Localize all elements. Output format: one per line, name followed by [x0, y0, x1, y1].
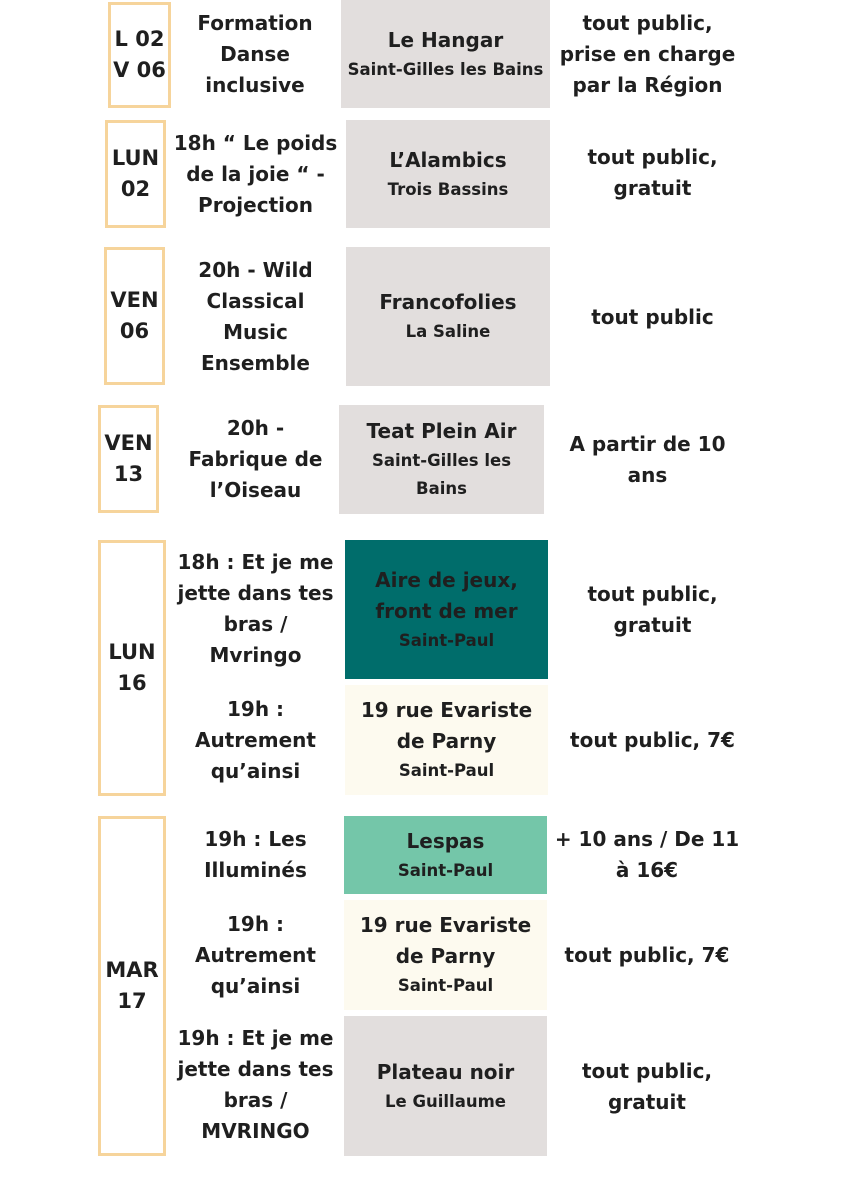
venue-name: Aire de jeux, front de mer	[375, 567, 518, 623]
audience-line: à 16€	[615, 858, 679, 882]
date-box	[105, 120, 166, 228]
event-title	[178, 822, 333, 888]
audience-line: A partir de 10	[569, 432, 726, 456]
audience-line: tout public,	[581, 1059, 713, 1083]
audience-info	[565, 300, 740, 334]
event-title-line: bras /	[223, 1088, 288, 1112]
venue-city: Saint-Paul	[397, 976, 494, 995]
date-line: LUN	[108, 640, 156, 664]
venue-city: Saint-Paul	[397, 860, 494, 880]
venue-city: La Saline	[405, 322, 491, 341]
venue-name: Plateau noir	[376, 1059, 515, 1084]
audience-line: tout public,	[587, 582, 718, 606]
venue-cell	[346, 120, 550, 228]
event-title-line: Formation	[197, 10, 313, 35]
date-line: 16	[117, 671, 147, 695]
audience-info	[565, 577, 740, 643]
event-title-line: Autrement	[195, 727, 316, 752]
event-title	[178, 546, 333, 672]
event-title	[178, 907, 333, 1003]
date-line: 17	[117, 989, 147, 1013]
venue-cell	[344, 816, 547, 894]
event-title-line: 18h “ Le poids	[173, 130, 338, 155]
event-title-line: 19h : Et je me	[177, 1026, 334, 1050]
event-title	[178, 254, 333, 380]
date-line: 13	[113, 462, 144, 486]
event-title-line: Danse	[220, 41, 290, 66]
date-line: 02	[120, 177, 151, 201]
event-title-line: Fabrique de	[188, 446, 323, 471]
date-line: LUN	[111, 146, 160, 170]
date-line: VEN	[110, 288, 159, 312]
venue-city: Saint-Gilles les Bains	[371, 451, 512, 498]
event-title-line: qu’ainsi	[210, 973, 301, 998]
venue-city: Saint-Paul	[398, 761, 495, 780]
event-title-line: l’Oiseau	[209, 477, 302, 502]
audience-info	[565, 140, 740, 206]
venue-city: Trois Bassins	[387, 179, 509, 199]
event-title	[178, 1022, 333, 1148]
event-title-line: 19h :	[226, 696, 285, 721]
audience-info	[557, 938, 737, 972]
audience-line: tout public, 7€	[570, 727, 735, 752]
event-title-line: 19h :	[226, 911, 285, 936]
date-box	[104, 247, 165, 385]
event-title-line: de la joie “ -	[186, 161, 325, 186]
audience-info	[554, 822, 740, 888]
date-line: VEN	[104, 431, 153, 455]
event-title-line: Classical	[206, 289, 305, 313]
venue-cell	[344, 900, 547, 1010]
venue-cell	[339, 405, 544, 514]
event-title-line: 18h : Et je me	[177, 550, 334, 574]
event-title-line: inclusive	[205, 72, 305, 97]
audience-line: tout public,	[587, 145, 718, 169]
venue-cell	[341, 0, 550, 108]
audience-line: par la Région	[572, 72, 723, 97]
audience-info	[560, 427, 735, 493]
audience-line: ans	[627, 463, 668, 487]
event-title-line: jette dans tes	[177, 581, 334, 605]
audience-info	[560, 6, 735, 102]
date-box	[98, 405, 159, 513]
date-box	[98, 540, 166, 796]
audience-info	[557, 1054, 737, 1120]
venue-city: Saint-Paul	[398, 630, 495, 650]
audience-line: + 10 ans / De 11	[554, 827, 740, 851]
event-title-line: bras /	[223, 612, 288, 636]
event-title-line: jette dans tes	[177, 1057, 334, 1081]
event-title	[180, 6, 330, 102]
audience-line: gratuit	[608, 1090, 686, 1114]
venue-name: Lespas	[406, 828, 485, 853]
event-title-line: 20h -	[226, 415, 285, 440]
event-title-line: 20h - Wild	[198, 258, 313, 282]
venue-city: Saint-Gilles les Bains	[347, 59, 544, 79]
venue-city: Le Guillaume	[385, 1091, 506, 1111]
event-title	[178, 692, 333, 788]
venue-name: Le Hangar	[387, 27, 504, 52]
audience-info	[565, 723, 740, 757]
date-line: V 06	[113, 58, 166, 82]
audience-line: gratuit	[613, 176, 692, 200]
event-title-line: 19h : Les	[204, 827, 307, 851]
event-title-line: Projection	[198, 192, 313, 217]
date-line: MAR	[105, 958, 159, 982]
date-box	[108, 2, 171, 108]
date-line: L 02	[114, 27, 165, 51]
date-line: 06	[119, 319, 150, 343]
audience-line: prise en charge	[559, 41, 736, 66]
event-title-line: Music	[223, 320, 288, 344]
event-title	[173, 126, 338, 222]
venue-name: Francofolies	[379, 290, 517, 314]
audience-line: tout public,	[582, 10, 713, 35]
venue-name: L’Alambics	[389, 147, 507, 172]
event-title-line: Mvringo	[209, 643, 302, 667]
event-title-line: MVRINGO	[201, 1119, 310, 1143]
venue-name: 19 rue Evariste de Parny	[359, 913, 532, 968]
date-box	[98, 816, 166, 1156]
event-title-line: Illuminés	[204, 858, 307, 882]
audience-line: gratuit	[613, 613, 692, 637]
venue-cell	[344, 1016, 547, 1156]
event-title	[178, 411, 333, 507]
event-title-line: Ensemble	[201, 351, 310, 375]
event-title-line: qu’ainsi	[210, 758, 301, 783]
event-title-line: Autrement	[195, 942, 316, 967]
venue-name: 19 rue Evariste de Parny	[360, 698, 533, 753]
venue-cell	[345, 685, 548, 795]
audience-line: tout public, 7€	[564, 942, 730, 967]
venue-name: Teat Plein Air	[366, 419, 517, 443]
audience-line: tout public	[591, 304, 714, 329]
venue-cell	[346, 247, 550, 386]
venue-cell	[345, 540, 548, 679]
